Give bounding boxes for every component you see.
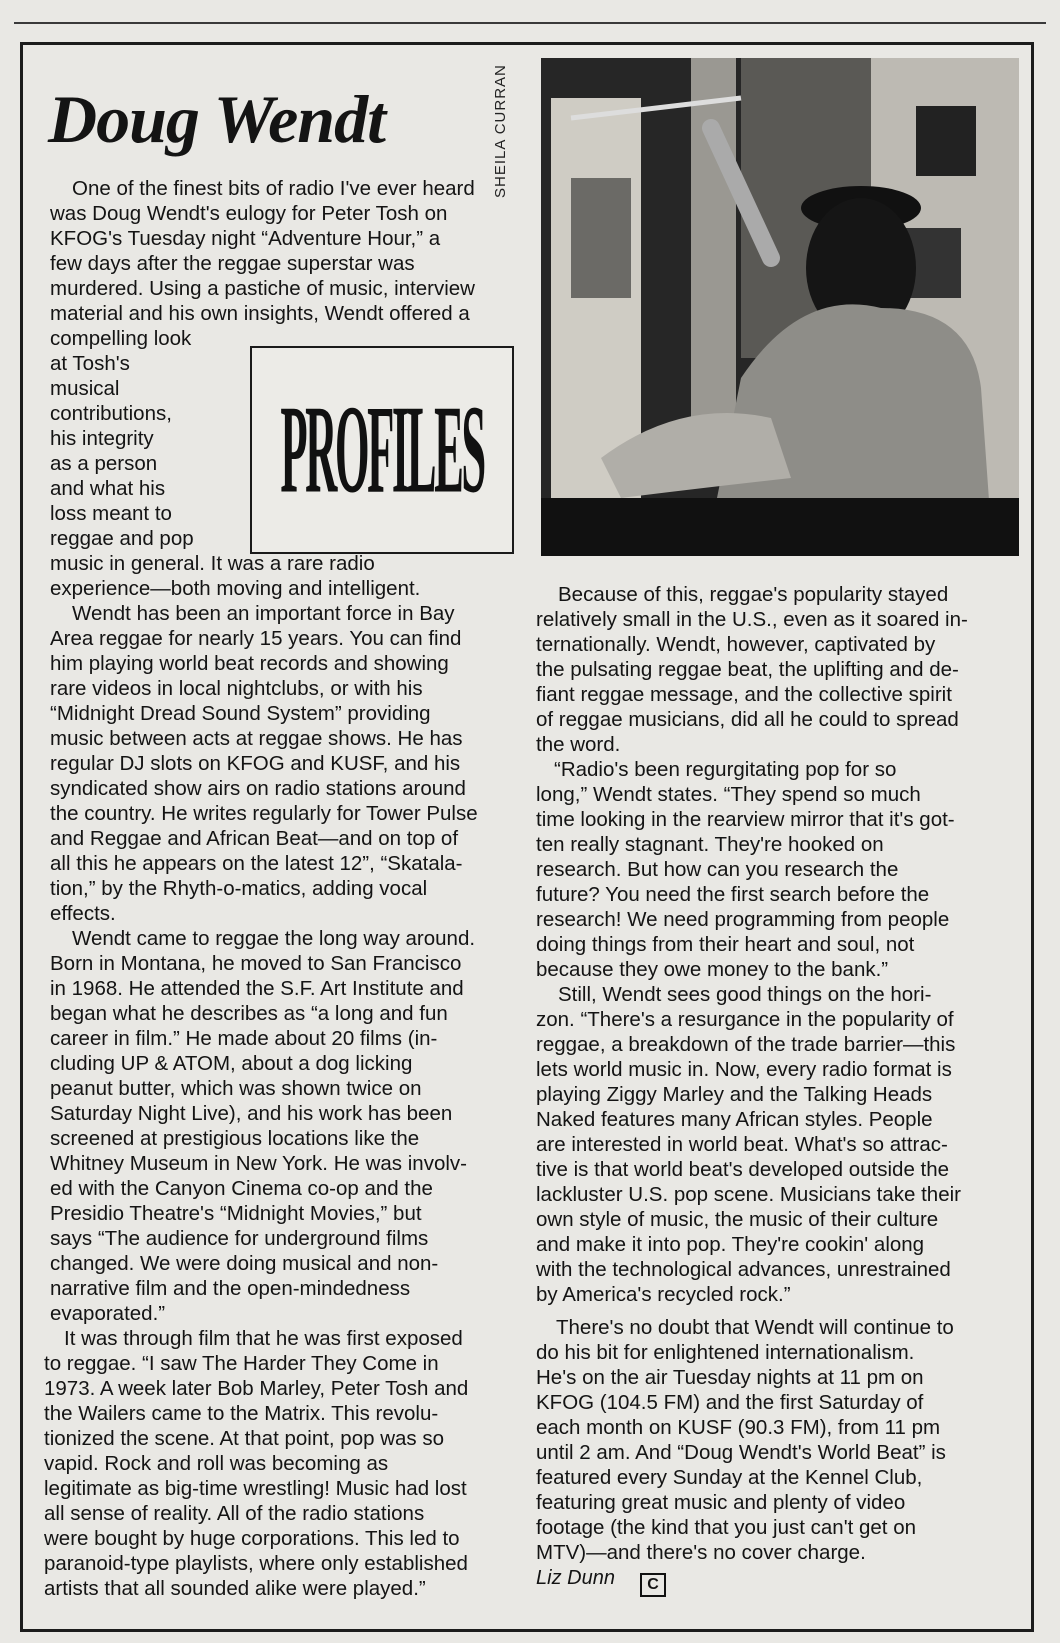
text-line: ed with the Canyon Cinema co-op and the [50, 1177, 433, 1200]
text-line: lackluster U.S. pop scene. Musicians take their [536, 1183, 961, 1206]
text-line: because they owe money to the bank.” [536, 958, 889, 981]
text-line: reggae and pop [50, 527, 194, 550]
text-line: contributions, [50, 402, 172, 425]
text-line: to reggae. “I saw The Harder They Come in [44, 1352, 439, 1375]
text-line: all this he appears on the latest 12”, “Skatala- [50, 852, 463, 875]
text-line: career in film.” He made about 20 films (in- [50, 1027, 438, 1050]
text-line: Naked features many African styles. People [536, 1108, 933, 1131]
text-line: featuring great music and plenty of video [536, 1491, 906, 1514]
dj-photo-illustration [541, 58, 1019, 556]
text-line: long,” Wendt states. “They spend so much [536, 783, 921, 806]
text-line: are interested in world beat. What's so attrac- [536, 1133, 948, 1156]
text-line: research. But how can you research the [536, 858, 899, 881]
text-line: began what he describes as “a long and fun [50, 1002, 448, 1025]
text-line: music in general. It was a rare radio [50, 552, 375, 575]
text-line: the word. [536, 733, 621, 756]
text-line: compelling look [50, 327, 192, 350]
text-line: each month on KUSF (90.3 FM), from 11 pm [536, 1416, 941, 1439]
text-line: murdered. Using a pastiche of music, interview [50, 277, 475, 300]
text-line: evaporated.” [50, 1302, 166, 1325]
text-line: research! We need programming from people [536, 908, 950, 931]
text-line: syndicated show airs on radio stations around [50, 777, 466, 800]
end-mark-icon: C [640, 1573, 666, 1597]
article-title: Doug Wendt [48, 81, 386, 157]
text-line: material and his own insights, Wendt offered a [50, 302, 470, 325]
text-line: “Midnight Dread Sound System” providing [50, 702, 431, 725]
byline: Liz Dunn [536, 1567, 615, 1589]
text-line: narrative film and the open-mindedness [50, 1277, 411, 1300]
text-line: zon. “There's a resurgance in the popularity of [536, 1008, 954, 1031]
profiles-label-text: PROFILES [280, 379, 484, 520]
dj-photo [541, 58, 1019, 556]
text-line: him playing world beat records and showing [50, 652, 449, 675]
text-line: were bought by huge corporations. This led to [44, 1527, 460, 1550]
text-line: peanut butter, which was shown twice on [50, 1077, 422, 1100]
text-line: lets world music in. Now, every radio format is [536, 1058, 952, 1081]
page-top-rule [14, 22, 1046, 24]
text-line: as a person [50, 452, 158, 475]
text-line: doing things from their heart and soul, not [536, 933, 915, 956]
text-line: relatively small in the U.S., even as it soared in- [536, 608, 968, 631]
text-line: Wendt has been an important force in Bay [72, 602, 455, 625]
text-line: Born in Montana, he moved to San Francisco [50, 952, 462, 975]
text-line: regular DJ slots on KFOG and KUSF, and his [50, 752, 461, 775]
text-line: screened at prestigious locations like the [50, 1127, 420, 1150]
text-line: changed. We were doing musical and non- [50, 1252, 439, 1275]
text-line: Presidio Theatre's “Midnight Movies,” but [50, 1202, 422, 1225]
text-line: There's no doubt that Wendt will continue to [556, 1316, 954, 1339]
text-line: Still, Wendt sees good things on the hori- [558, 983, 932, 1006]
text-line: all sense of reality. All of the radio stations [44, 1502, 425, 1525]
text-line: reggae, a breakdown of the trade barrier—this [536, 1033, 956, 1056]
text-line: experience—both moving and intelligent. [50, 577, 421, 600]
text-line: ten really stagnant. They're hooked on [536, 833, 884, 856]
text-line: footage (the kind that you just can't get on [536, 1516, 917, 1539]
text-line: effects. [50, 902, 116, 925]
text-line: tionized the scene. At that point, pop was so [44, 1427, 445, 1450]
text-line: loss meant to [50, 502, 172, 525]
text-line: with the technological advances, unrestrained [536, 1258, 951, 1281]
text-line: tive is that world beat's developed outside the [536, 1158, 950, 1181]
text-line: music between acts at reggae shows. He has [50, 727, 463, 750]
text-line: featured every Sunday at the Kennel Club, [536, 1466, 923, 1489]
text-line: do his bit for enlightened internationalism. [536, 1341, 915, 1364]
text-line: cluding UP & ATOM, about a dog licking [50, 1052, 413, 1075]
text-line: future? You need the first search before the [536, 883, 930, 906]
text-line: legitimate as big-time wrestling! Music had lost [44, 1477, 467, 1500]
text-line: artists that all sounded alike were played.” [44, 1577, 426, 1600]
text-line: Area reggae for nearly 15 years. You can find [50, 627, 462, 650]
text-line: the Wailers came to the Matrix. This revolu- [44, 1402, 439, 1425]
text-line: in 1968. He attended the S.F. Art Institute and [50, 977, 464, 1000]
text-line: MTV)—and there's no cover charge. [536, 1541, 866, 1564]
text-line: was Doug Wendt's eulogy for Peter Tosh on [50, 202, 448, 225]
text-line: says “The audience for underground films [50, 1227, 429, 1250]
text-line: fiant reggae message, and the collective spirit [536, 683, 952, 706]
text-line: the pulsating reggae beat, the uplifting and de- [536, 658, 959, 681]
text-line: at Tosh's [50, 352, 130, 375]
text-line: and what his [50, 477, 166, 500]
text-line: KFOG (104.5 FM) and the first Saturday of [536, 1391, 924, 1414]
text-line: One of the finest bits of radio I've ever heard [72, 177, 475, 200]
text-line: Saturday Night Live), and his work has been [50, 1102, 453, 1125]
text-line: musical [50, 377, 120, 400]
text-line: paranoid-type playlists, where only established [44, 1552, 468, 1575]
text-line: and make it into pop. They're cookin' along [536, 1233, 925, 1256]
text-line: his integrity [50, 427, 154, 450]
text-line: Because of this, reggae's popularity stayed [558, 583, 949, 606]
text-line: It was through film that he was first exposed [64, 1327, 463, 1350]
text-line: Whitney Museum in New York. He was involv- [50, 1152, 467, 1175]
text-line: the country. He writes regularly for Tower Pulse [50, 802, 478, 825]
text-line: rare videos in local nightclubs, or with his [50, 677, 423, 700]
text-line: He's on the air Tuesday nights at 11 pm on [536, 1366, 924, 1389]
text-line: playing Ziggy Marley and the Talking Heads [536, 1083, 933, 1106]
text-line: ternationally. Wendt, however, captivated by [536, 633, 936, 656]
text-line: vapid. Rock and roll was becoming as [44, 1452, 389, 1475]
photo-credit: SHEILA CURRAN [492, 64, 509, 198]
text-line: few days after the reggae superstar was [50, 252, 415, 275]
text-line: time looking in the rearview mirror that it's got- [536, 808, 955, 831]
profiles-section-label [250, 346, 514, 554]
text-line: 1973. A week later Bob Marley, Peter Tosh and [44, 1377, 469, 1400]
text-line: by America's recycled rock.” [536, 1283, 791, 1306]
text-line: “Radio's been regurgitating pop for so [554, 758, 897, 781]
text-line: and Reggae and African Beat—and on top of [50, 827, 459, 850]
text-line: until 2 am. And “Doug Wendt's World Beat” is [536, 1441, 946, 1464]
text-line: KFOG's Tuesday night “Adventure Hour,” a [50, 227, 441, 250]
text-line: own style of music, the music of their culture [536, 1208, 939, 1231]
text-line: of reggae musicians, did all he could to spread [536, 708, 959, 731]
text-line: tion,” by the Rhyth-o-matics, adding vocal [50, 877, 428, 900]
text-line: Wendt came to reggae the long way around. [72, 927, 476, 950]
